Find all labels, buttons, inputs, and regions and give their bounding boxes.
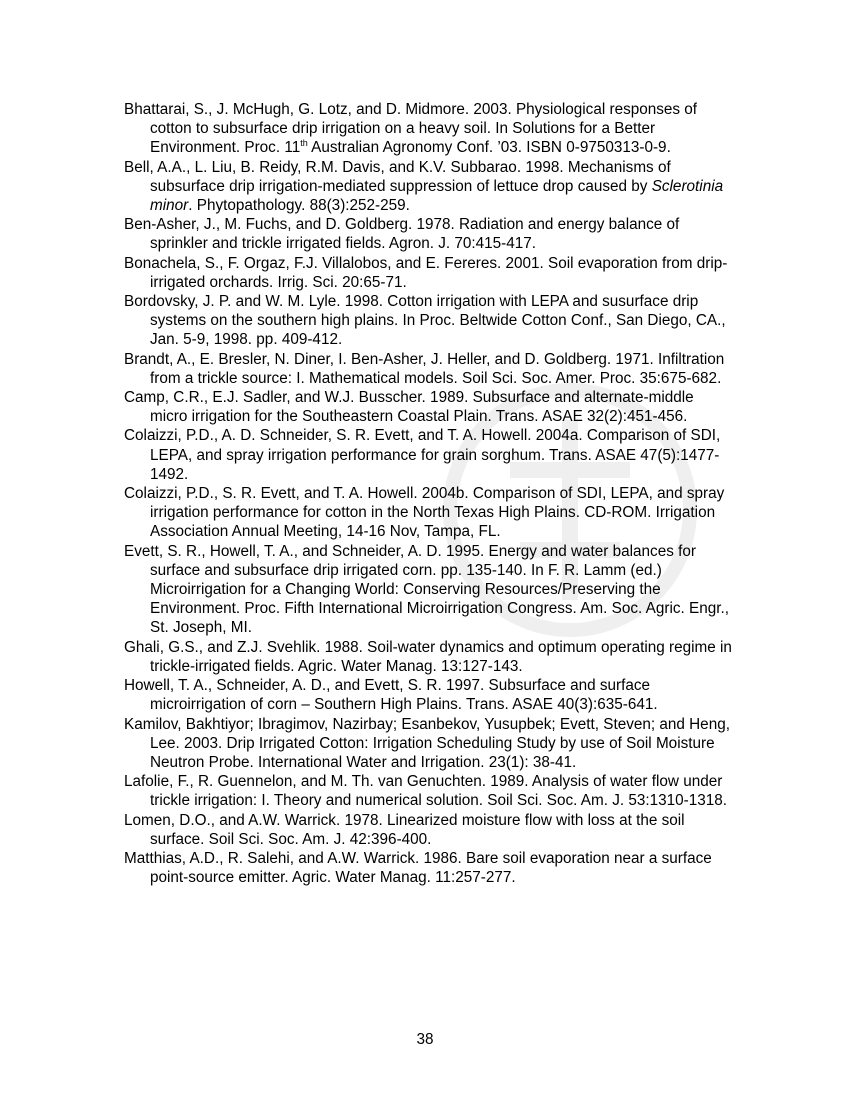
reference-item: Bordovsky, J. P. and W. M. Lyle. 1998. Cotton irrigation with LEPA and susurface drip systems on the southern high plains. In Proc. Beltwide Cotton Conf., San Diego, CA., Jan. 5-9, 1998. pp. 409-412. — [124, 293, 726, 349]
species-name: Sclerotinia minor — [150, 177, 724, 215]
reference-item: Camp, C.R., E.J. Sadler, and W.J. Busscher. 1989. Subsurface and alternate-middle micro irrigation for the Southeastern Coastal Plain. Trans. ASAE 32(2):451-456. — [124, 389, 694, 426]
reference-item — [124, 158, 734, 216]
page-number: 38 — [416, 1031, 434, 1048]
reference-item: Ben-Asher, J., M. Fuchs, and D. Goldberg. 1978. Radiation and energy balance of sprinkler and trickle irrigated fields. Agron. J. 70:415-417. — [124, 216, 680, 253]
superscript: th — [300, 138, 308, 149]
reference-item: Colaizzi, P.D., S. R. Evett, and T. A. Howell. 2004b. Comparison of SDI, LEPA, and spray irrigation performance for cotton in the North Texas High Plains. CD-ROM. Irrigation Association Annual Meeting, 14-16 Nov, Tampa, FL. — [124, 485, 725, 541]
reference-text: Australian Agronomy Conf. ’03. ISBN 0-9750313-0-9. — [307, 139, 671, 157]
reference-item: Lomen, D.O., and A.W. Warrick. 1978. Linearized moisture flow with loss at the soil surface. Soil Sci. Soc. Am. J. 42:396-400. — [124, 811, 685, 848]
reference-item: Bonachela, S., F. Orgaz, F.J. Villalobos, and E. Fereres. 2001. Soil evaporation from drip-irrigated orchards. Irrig. Sci. 20:65-71. — [124, 254, 728, 291]
reference-item: Howell, T. A., Schneider, A. D., and Evett, S. R. 1997. Subsurface and surface microirrigation of corn – Southern High Plains. Trans. ASAE 40(3):635-641. — [124, 677, 658, 714]
reference-text: Bell, A.A., L. Liu, B. Reidy, R.M. Davis, and K.V. Subbarao. 1998. Mechanisms of subsurface drip irrigation-mediated suppression of lettuce drop caused by — [124, 158, 671, 195]
reference-item: Kamilov, Bakhtiyor; Ibragimov, Nazirbay; Esanbekov, Yusupbek; Evett, Steven; and Heng, Lee. 2003. Drip Irrigated Cotton: Irrigation Scheduling Study by use of Soil Moisture Neutron Probe. International Water and Irrigation. 23(1): 38-41. — [124, 715, 730, 771]
reference-item: Lafolie, F., R. Guennelon, and M. Th. van Genuchten. 1989. Analysis of water flow under trickle irrigation: I. Theory and numerical solution. Soil Sci. Soc. Am. J. 53:1310-1318. — [124, 773, 728, 810]
reference-text: . Phytopathology. 88(3):252-259. — [188, 197, 410, 215]
reference-item: Matthias, A.D., R. Salehi, and A.W. Warrick. 1986. Bare soil evaporation near a surface point-source emitter. Agric. Water Manag. 11:257-277. — [124, 849, 712, 887]
reference-item: Colaizzi, P.D., A. D. Schneider, S. R. Evett, and T. A. Howell. 2004a. Comparison of SDI, LEPA, and spray irrigation performance for grain sorghum. Trans. ASAE 47(5):1477-1492. — [124, 427, 721, 483]
reference-text: Bhattarai, S., J. McHugh, G. Lotz, and D. Midmore. 2003. Physiological responses of cotton to subsurface drip irrigation on a heavy soil. In Solutions for a Better Environment. Proc. 11 — [124, 101, 698, 157]
reference-item: Evett, S. R., Howell, T. A., and Schneider, A. D. 1995. Energy and water balances for surface and subsurface drip irrigated corn. pp. 135-140. In F. R. Lamm (ed.) Microirrigation for a Changing World: Conserving Resources/Preserving the Environment. Proc. Fifth International Microirrigation Congress. Am. Soc. Agric. Engr., St. Joseph, MI. — [124, 542, 729, 637]
reference-list — [124, 100, 734, 887]
reference-item: Brandt, A., E. Bresler, N. Diner, I. Ben-Asher, J. Heller, and D. Goldberg. 1971. Infiltration from a trickle source: I. Mathematical models. Soil Sci. Soc. Amer. Proc. 35:675-682. — [124, 350, 725, 387]
reference-item — [124, 100, 734, 158]
reference-item: Ghali, G.S., and Z.J. Svehlik. 1988. Soil-water dynamics and optimum operating regime in trickle-irrigated fields. Agric. Water Manag. 13:127-143. — [124, 638, 732, 675]
